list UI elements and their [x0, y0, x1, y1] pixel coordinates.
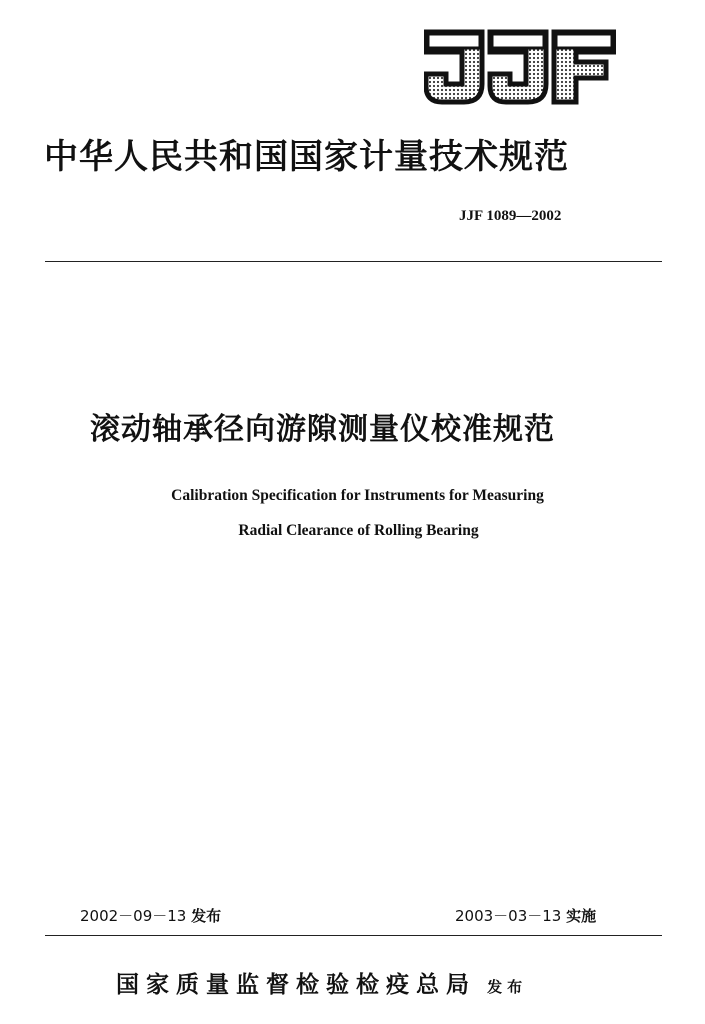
chinese-title: 滚动轴承径向游隙测量仪校准规范	[90, 412, 555, 447]
issue-date-block	[80, 905, 221, 926]
jjf-logo	[424, 28, 616, 106]
english-title-line2: Radial Clearance of Rolling Bearing	[238, 522, 479, 539]
publisher-name: 国家质量监督检验检疫总局	[116, 971, 476, 998]
bottom-divider	[45, 935, 662, 936]
publish-label: 发布	[487, 978, 528, 996]
publisher-block	[116, 966, 527, 999]
jjf-logo-graphic	[424, 28, 616, 106]
effective-label: 实施	[566, 907, 597, 925]
top-divider	[45, 261, 662, 262]
organization-title: 中华人民共和国国家计量技术规范	[44, 137, 569, 177]
issue-label: 发布	[191, 907, 222, 925]
standard-code: JJF 1089—2002	[459, 208, 562, 224]
english-title-line1: Calibration Specification for Instruments for Measuring	[171, 487, 544, 504]
effective-date-block	[455, 905, 596, 926]
issue-date: 2002－09－13	[80, 907, 187, 925]
effective-date: 2003－03－13	[455, 907, 562, 925]
